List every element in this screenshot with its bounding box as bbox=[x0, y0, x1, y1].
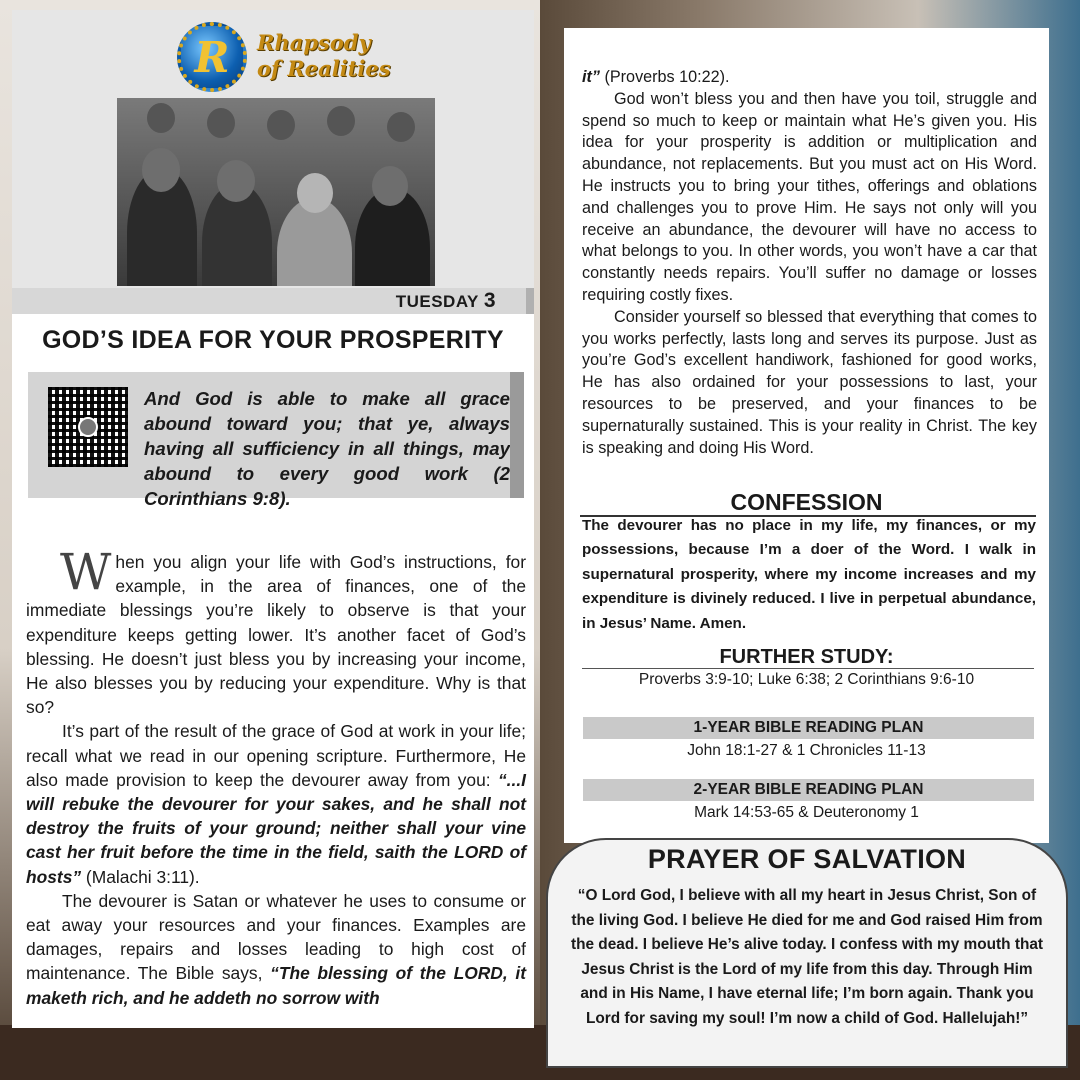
reading-plan-2-text: Mark 14:53-65 & Deuteronomy 1 bbox=[694, 804, 919, 821]
date-label: TUESDAY 3 bbox=[395, 289, 496, 312]
further-study-divider bbox=[582, 668, 1034, 669]
devotional-title: GOD’S IDEA FOR YOUR PROSPERITY bbox=[42, 326, 504, 354]
prayer-of-salvation-box bbox=[546, 838, 1068, 1068]
logo-emblem-icon: R bbox=[177, 22, 247, 92]
confession-heading: CONFESSION bbox=[730, 489, 883, 515]
article-body-right: it” (Proverbs 10:22). God won’t bless you and then have you toil, struggle and spend so much to keep or maintain what He’s given you. His idea for your prosperity is addition or multiplication and abundance, not replacements. But you must act on His Word. He instructs you to bring your tithes, offerings and oblations and challenges you to prove Him. He says not only will you receive an abundance, the devourer will have no access to what belongs to you. In other words, you won’t have a car that constantly needs repairs. You’ll suffer no damage or losses requiring costly fixes. Consider yourself so blessed that everything that comes to you works perfectly, lasts long and serves its purpose. Just as you’re God’s excellent handiwork, fashioned for good works, He has also ordained for your possessions to last, your resources to be preserved, and your finances to be supernaturally sustained. This is your reality in Christ. The key is speaking and doing His Word. bbox=[582, 68, 1037, 457]
left-page bbox=[12, 10, 534, 1028]
opening-scripture-box bbox=[28, 372, 524, 509]
further-study-heading: FURTHER STUDY: bbox=[719, 646, 894, 668]
reading-plan-2-label: 2-YEAR BIBLE READING PLAN bbox=[583, 779, 1034, 801]
reading-plan-1-text: John 18:1-27 & 1 Chronicles 11-13 bbox=[687, 742, 926, 759]
drop-cap: W bbox=[60, 543, 112, 601]
date-bar-tab bbox=[526, 288, 534, 314]
article-body-left: When you align your life with God’s instructions, for example, in the area of finances, one of the immediate blessings you’re likely to observe is that your expenditure keeps getting lower. It’s another facet of God’s blessing. He doesn’t just bless you by increasing your income, He also blesses you by reducing your expenditure. Why is that so? It’s part of the result of the grace of God at work in your life; recall what we read in our opening scripture. Furthermore, He also made provision to keep the devourer away from you: “...I will rebuke the devourer for your sakes, and he shall not destroy the fruits of your ground; neither shall your vine cast her fruit before the time in the field, saith the LORD of hosts” (Malachi 3:11). The devourer is Satan or whatever he uses to consume or eat away your resources and your finances. Examples are damages, repairs and losses leading to high cost of maintenance. The Bible says, “The blessing of the LORD, it maketh rich, and he addeth no sorrow with bbox=[26, 543, 526, 1008]
reading-plan-1-label: 1-YEAR BIBLE READING PLAN bbox=[583, 717, 1034, 739]
confession-text: The devourer has no place in my life, my finances, or my possessions, because I’m a doer of the Word. I walk in supernatural prosperity, where my income increases and my expenditure is divinely reduced. I live in perpetual abundance, in Jesus’ Name. Amen. bbox=[582, 517, 1036, 632]
brand-logo bbox=[177, 18, 392, 98]
prayer-text: “O Lord God, I believe with all my heart in Jesus Christ, Son of the living God. I believe He died for me and God raised Him from the dead. I believe He’s alive today. I confess with my mouth that Jesus Christ is the Lord of my life from this day. Through Him and in His Name, I have eternal life; I’m born again. Thank you Lord for saving my soul! I’m now a child of God. Hallelujah!” bbox=[570, 887, 1044, 1027]
scripture-box-edge bbox=[510, 372, 524, 498]
qr-code-icon[interactable] bbox=[48, 387, 128, 467]
article-card bbox=[564, 28, 1049, 843]
opening-scripture: And God is able to make all grace abound toward you; that ye, always having all sufficiency in all things, may abound to every good work (2 Corinthians 9:8). bbox=[144, 388, 510, 509]
right-page bbox=[546, 10, 1068, 1068]
congregation-photo bbox=[117, 98, 435, 286]
further-study-refs: Proverbs 3:9-10; Luke 6:38; 2 Corinthians 9:6-10 bbox=[638, 671, 975, 688]
prayer-heading: PRAYER OF SALVATION bbox=[647, 844, 967, 874]
logo-wordmark: Rhapsody of Realities bbox=[257, 30, 391, 81]
play-icon bbox=[78, 417, 98, 437]
